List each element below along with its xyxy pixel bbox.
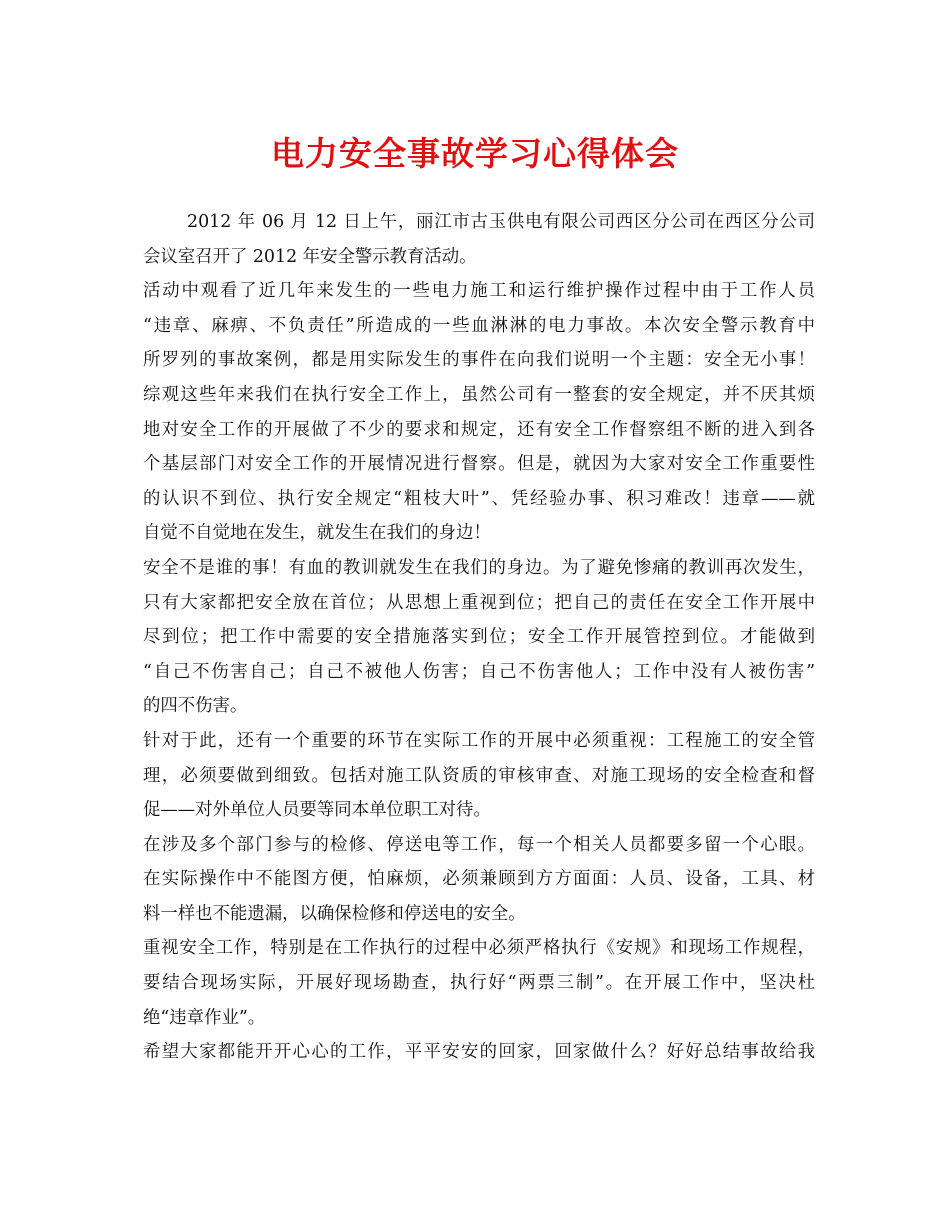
text-line: 所罗列的事故案例，都是用实际发生的事件在向我们说明一个主题：安全无小事！ xyxy=(143,350,815,371)
text-line: 活动中观看了近几年来发生的一些电力施工和运行维护操作过程中由于工作人员 xyxy=(143,281,815,302)
text-line: 地对安全工作的开展做了不少的要求和规定，还有安全工作督察组不断的进入到各 xyxy=(143,419,815,440)
text-line: 重视安全工作，特别是在工作执行的过程中必须严格执行《安规》和现场工作规程， xyxy=(143,938,815,959)
text-line: 要结合现场实际，开展好现场勘查，执行好“两票三制”。在开展工作中，坚决杜 xyxy=(143,973,815,994)
text-line: 尽到位；把工作中需要的安全措施落实到位；安全工作开展管控到位。才能做到 xyxy=(143,627,815,648)
text-line: 料一样也不能遗漏，以确保检修和停送电的安全。 xyxy=(143,903,526,924)
text-line: 促——对外单位人员要等同本单位职工对待。 xyxy=(143,800,491,821)
text-line: 的四不伤害。 xyxy=(143,696,248,717)
document-body xyxy=(143,205,815,1070)
text-line: 希望大家都能开开心心的工作，平平安安的回家，回家做什么？好好总结事故给我 xyxy=(143,1042,815,1063)
document-title: 电力安全事故学习心得体会 xyxy=(271,134,679,173)
text-line: 自觉不自觉地在发生，就发生在我们的身边！ xyxy=(143,523,491,544)
text-line: 综观这些年来我们在执行安全工作上，虽然公司有一整套的安全规定，并不厌其烦 xyxy=(143,384,815,405)
text-line: 会议室召开了 2012 年安全警示教育活动。 xyxy=(143,246,477,267)
text-line: 2012 年 06 月 12 日上午，丽江市古玉供电有限公司西区分公司在西区分公司 xyxy=(187,212,815,232)
text-line: “违章、麻痹、不负责任”所造成的一些血淋淋的电力事故。本次安全警示教育中 xyxy=(143,315,815,336)
text-line: 安全不是谁的事！有血的教训就发生在我们的身边。为了避免惨痛的教训再次发生， xyxy=(143,557,815,578)
text-line: 在涉及多个部门参与的检修、停送电等工作，每一个相关人员都要多留一个心眼。 xyxy=(143,834,815,855)
text-line: 在实际操作中不能图方便，怕麻烦，必须兼顾到方方面面：人员、设备，工具、材 xyxy=(143,869,815,890)
text-line: 绝“违章作业”。 xyxy=(143,1007,266,1028)
text-line: 个基层部门对安全工作的开展情况进行督察。但是，就因为大家对安全工作重要性 xyxy=(143,454,815,475)
text-line: 针对于此，还有一个重要的环节在实际工作的开展中必须重视：工程施工的安全管 xyxy=(143,730,815,751)
text-line: 只有大家都把安全放在首位；从思想上重视到位；把自己的责任在安全工作开展中 xyxy=(143,592,815,613)
text-line: “自己不伤害自己；自己不被他人伤害；自己不伤害他人；工作中没有人被伤害” xyxy=(143,661,815,682)
text-line: 的认识不到位、执行安全规定“粗枝大叶”、凭经验办事、积习难改！违章——就 xyxy=(143,488,815,509)
text-line: 理，必须要做到细致。包括对施工队资质的审核审查、对施工现场的安全检查和督 xyxy=(143,765,815,786)
